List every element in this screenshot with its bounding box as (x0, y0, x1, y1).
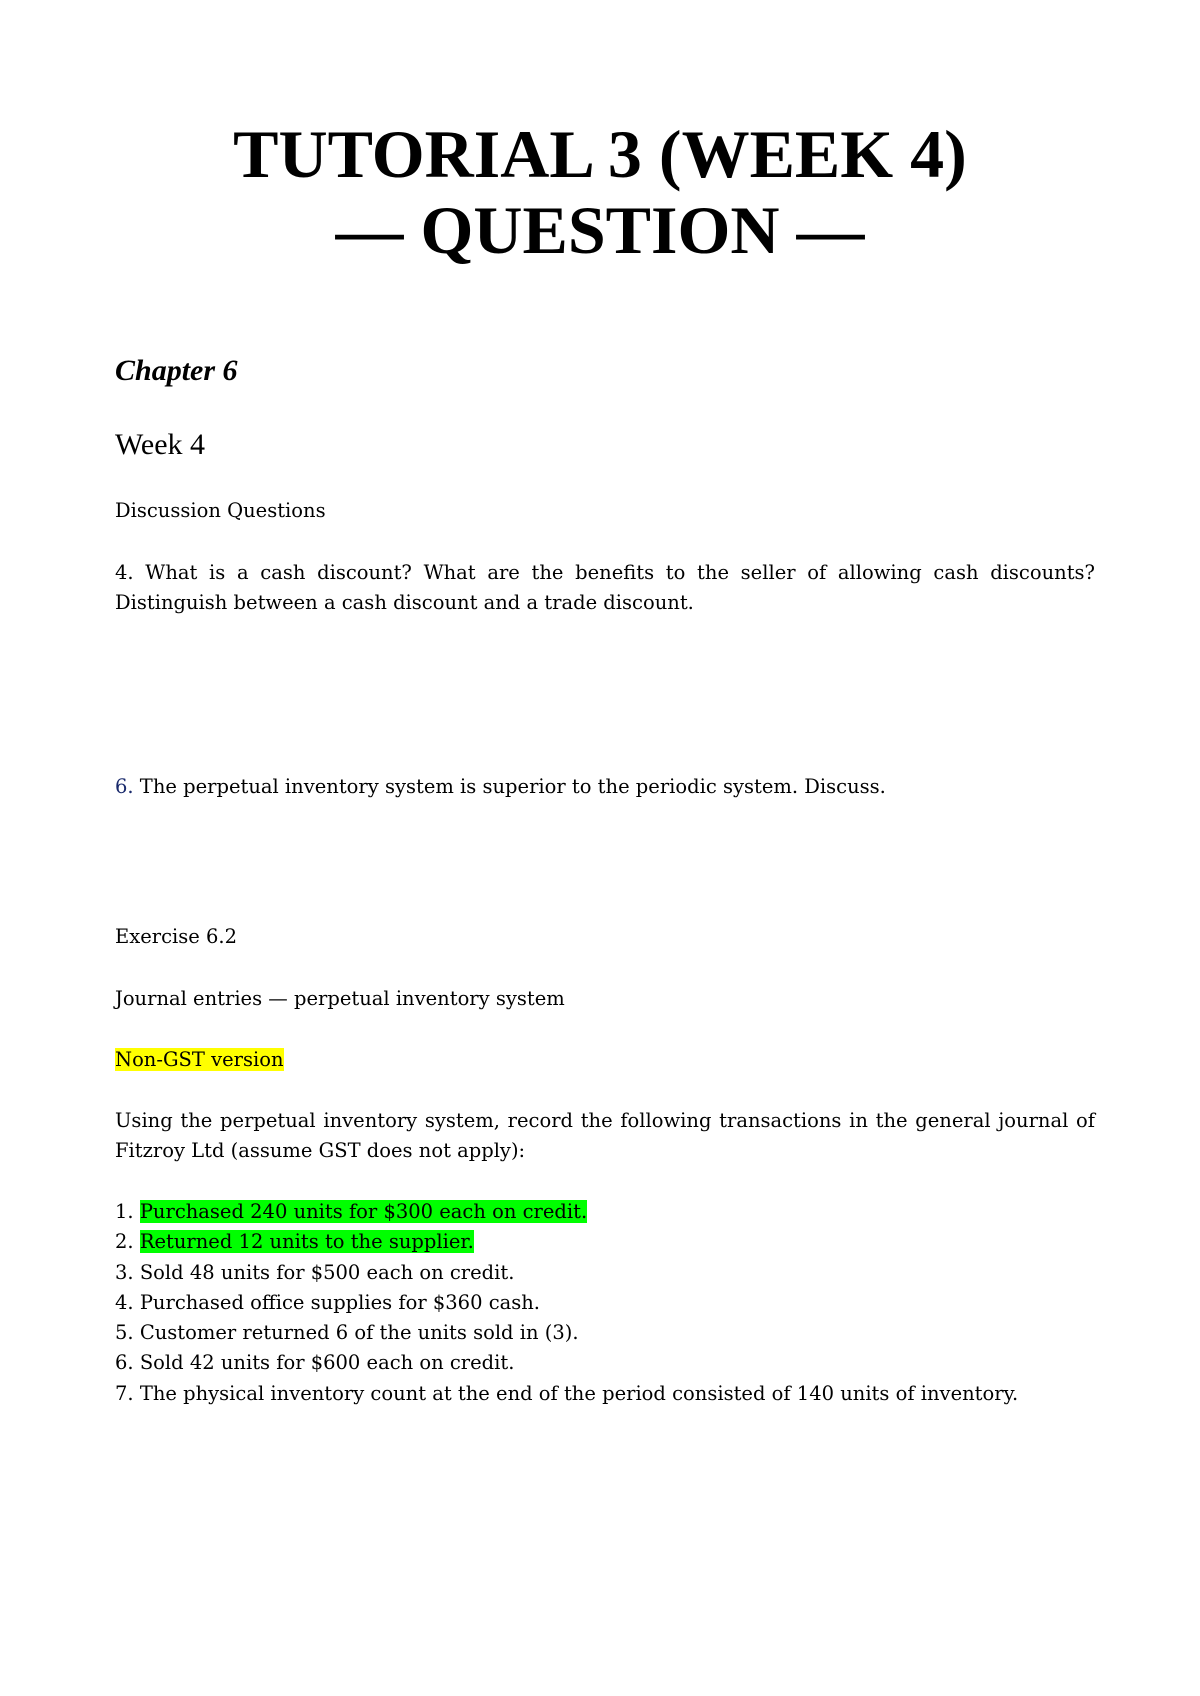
list-item (115, 1258, 1018, 1288)
list-item-text: Purchased office supplies for $360 cash. (139, 1290, 541, 1314)
list-item (115, 1197, 1018, 1227)
question-6-number: 6. (115, 775, 134, 798)
discussion-heading: Discussion Questions (115, 499, 326, 522)
question-6 (115, 772, 886, 802)
question-4: 4. What is a cash discount? What are the benefits to the seller of allowing cash discounts? Distinguish between a cash discount and a trade discount. (115, 561, 1095, 614)
list-item-number: 1. (115, 1200, 140, 1223)
version-label (115, 1045, 284, 1075)
week-heading: Week 4 (115, 428, 206, 461)
exercise-subheading: Journal entries — perpetual inventory system (115, 987, 565, 1010)
list-item (115, 1288, 1018, 1318)
list-item-text: Sold 48 units for $500 each on credit. (139, 1260, 515, 1284)
list-item-number: 7. (115, 1381, 140, 1405)
list-item (115, 1379, 1018, 1409)
chapter-heading: Chapter 6 (115, 354, 238, 387)
list-item-number: 5. (115, 1321, 140, 1345)
list-item-text: The physical inventory count at the end of the period consisted of 140 units of inventory. (139, 1381, 1019, 1405)
exercise-heading: Exercise 6.2 (115, 925, 238, 948)
list-item-text: Purchased 240 units for $300 each on credit. (139, 1200, 588, 1223)
list-item-text: Returned 12 units to the supplier. (139, 1230, 474, 1254)
page-title-line1: TUTORIAL 3 (WEEK 4) (233, 116, 967, 192)
list-item (115, 1348, 1018, 1378)
page-title-line2: — QUESTION — (335, 192, 865, 268)
list-item-text: Sold 42 units for $600 each on credit. (139, 1351, 515, 1375)
list-item-number: 2. (115, 1230, 140, 1254)
exercise-instructions: Using the perpetual inventory system, record the following transactions in the general journal of Fitzroy Ltd (assume GST does not apply): (115, 1109, 1095, 1162)
list-item-number: 4. (115, 1290, 140, 1314)
list-item (115, 1227, 1018, 1257)
list-item-number: 6. (115, 1351, 140, 1375)
list-item-number: 3. (115, 1260, 140, 1284)
list-item (115, 1318, 1018, 1348)
transaction-list (115, 1197, 1018, 1409)
question-6-text: The perpetual inventory system is superior to the periodic system. Discuss. (133, 775, 886, 798)
list-item-text: Customer returned 6 of the units sold in (3). (139, 1321, 579, 1345)
version-highlight: Non-GST version (115, 1048, 284, 1071)
